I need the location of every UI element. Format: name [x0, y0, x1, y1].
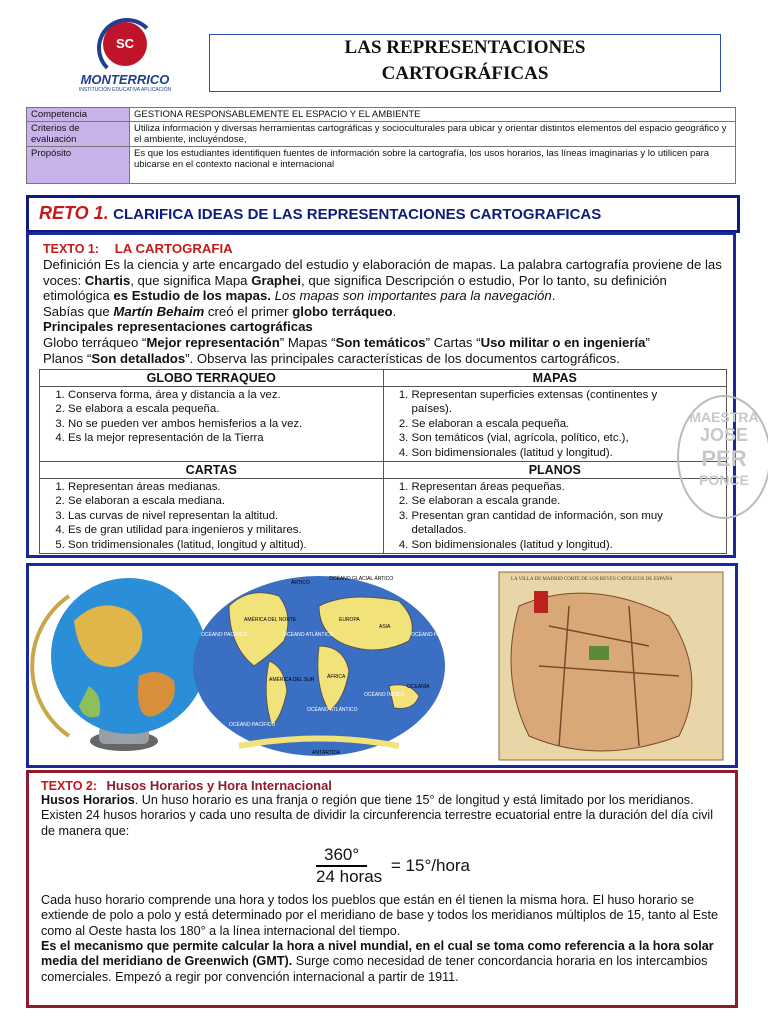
info-value: Utiliza información y diversas herramientas cartográficas y socioculturales para ubicar y orientar distintos elementos del espacio geográfico y el ambiente, incluyéndose,	[130, 122, 736, 147]
texto1-heading: LA CARTOGRAFIA	[114, 241, 233, 256]
list-item: 2. Se elabora a escala pequeña.	[68, 402, 379, 416]
formula-numerator: 360°	[316, 845, 367, 867]
logo-subtitle: INSTITUCIÓN EDUCATIVA APLICACIÓN	[78, 87, 172, 93]
comparison-table	[39, 369, 727, 554]
map-label: ASIA	[379, 624, 391, 630]
map-label: OCÉANO PACÍFICO	[411, 632, 458, 638]
map-label: EUROPA	[339, 617, 360, 623]
list-item: 3. Son temáticos (vial, agrícola, político, etc.),	[412, 431, 693, 445]
reto-label: RETO 1.	[39, 203, 109, 223]
info-row	[27, 147, 736, 184]
list-item: 2. Se elaboran a escala grande.	[412, 494, 693, 508]
info-row	[27, 108, 736, 122]
list-item: 3. No se pueden ver ambos hemisferios a la vez.	[68, 417, 379, 431]
info-value: GESTIONA RESPONSABLEMENTE EL ESPACIO Y EL AMBIENTE	[130, 108, 736, 122]
formula	[316, 845, 470, 887]
map-label: OCEANÍA	[407, 684, 430, 690]
info-row	[27, 122, 736, 147]
texto1-paragraph: Definición Es la ciencia y arte encargado del estudio y elaboración de mapas. La palabra cartografía proviene de las voces: Chartis, que significa Mapa Graphei, que significa Descripción o estudio, Por lo tanto, su definición etimológica es Estudio de los mapas. Los mapas son importantes para la navegación. Sabías que Martín Behaim creó el primer globo terráqueo. Principales representaciones cartográficas Globo terráqueo “Mejor representación” Mapas “Son temáticos” Cartas “Uso militar o en ingeniería” Planos “Son detallados”. Observa las principales características de los documentos cartográficos.	[43, 257, 722, 366]
map-label: OCÉANO PACÍFICO	[229, 722, 276, 728]
formula-result: = 15°/hora	[390, 856, 471, 875]
texto2-heading: Husos Horarios y Hora Internacional	[106, 778, 332, 793]
info-value: Es que los estudiantes identifiquen fuentes de información sobre la cartografía, los usos horarios, las líneas imaginarias y lo utilicen para ubicarse en el contexto nacional e internacional	[130, 147, 736, 184]
texto2-paragraph-1: Husos Horarios. Un huso horario es una franja o región que tiene 15° de longitud y está limitado por los meridianos. Existen 24 husos horarios y cada uno resulta de dividir la circunferencia terrestre ecuatorial entre la duración del día civil de manera que:	[41, 793, 714, 838]
texto1-box	[26, 232, 759, 558]
mapas-header: MAPAS	[383, 370, 727, 387]
list-item: 4. Son bidimensionales (latitud y longitud).	[412, 446, 693, 460]
city-map-image	[499, 572, 723, 760]
info-key: Criterios de evaluación	[27, 122, 130, 147]
list-item: 3. Presentan gran cantidad de información, son muy detallados.	[412, 509, 693, 538]
globo-cell	[40, 387, 384, 462]
list-item: 4. Son bidimensionales (latitud y longitud).	[412, 538, 693, 552]
info-table	[26, 107, 736, 184]
logo-initials: SC	[115, 36, 135, 51]
page-title	[209, 34, 721, 92]
texto1-label: TEXTO 1:	[43, 242, 100, 256]
map-label: AMÉRICA DEL SUR	[269, 677, 315, 683]
world-map-image	[193, 575, 457, 756]
formula-denominator: 24 horas	[316, 867, 383, 886]
map-label: ANTÁRTIDA	[312, 750, 341, 756]
map-label: ÁFRICA	[327, 674, 346, 680]
map-label: OCÉANO ATLÁNTICO	[283, 632, 334, 638]
texto2-label: TEXTO 2:	[41, 779, 98, 793]
info-key: Propósito	[27, 147, 130, 184]
texto2-paragraph-2: Cada huso horario comprende una hora y todos los pueblos que están en él tienen la misma hora. El huso horario se extiende de polo a polo y está determinado por el meridiano de base y todos los meridianos múltiplos de 15, tanto al Este como al Oeste hasta los 180° a la línea internacional del tiempo.	[41, 893, 718, 938]
map-label: OCÉANO ÍNDICO	[364, 692, 405, 698]
reto-header	[26, 195, 740, 233]
texto2-paragraph-3: Es el mecanismo que permite calcular la hora a nivel mundial, en el cual se toma como referencia a la hora solar media del meridiano de Greenwich (GMT). Surge como necesidad de tener concordancia horaria en los intercambios comerciales. Empezó a regir por convención internacional a partir de 1911.	[41, 939, 714, 984]
list-item: 1. Representan áreas medianas.	[68, 480, 379, 494]
list-item: 2. Se elaboran a escala pequeña.	[412, 417, 693, 431]
logo-name: MONTERRICO	[80, 72, 170, 87]
list-item: 4. Es de gran utilidad para ingenieros y militares.	[68, 523, 379, 537]
globo-header: GLOBO TERRAQUEO	[40, 370, 384, 387]
list-item: 3. Las curvas de nivel representan la altitud.	[68, 509, 379, 523]
info-key: Competencia	[27, 108, 130, 122]
list-item: 1. Representan áreas pequeñas.	[412, 480, 693, 494]
mapas-cell	[383, 387, 727, 462]
planos-cell	[383, 479, 727, 554]
school-logo	[70, 22, 180, 102]
images-strip	[26, 563, 738, 768]
map-label: ÁRTICO	[291, 580, 310, 586]
list-item: 1. Conserva forma, área y distancia a la vez.	[68, 388, 379, 402]
reto-title: CLARIFICA IDEAS DE LAS REPRESENTACIONES CARTOGRAFICAS	[113, 206, 602, 223]
map-label: OCÉANO GLACIAL ÁRTICO	[329, 576, 394, 582]
list-item: 5. Son tridimensionales (latitud, longitud y altitud).	[68, 538, 379, 552]
stamp-watermark: MAESTRA JOSE PER PONCE	[677, 395, 768, 519]
globe-image	[32, 578, 207, 751]
cartas-cell	[40, 479, 384, 554]
map-label: OCÉANO ATLÁNTICO	[307, 707, 358, 713]
list-item: 4. Es la mejor representación de la Tierra	[68, 431, 379, 445]
texto2-box	[26, 770, 738, 1008]
list-item: 1. Representan superficies extensas (continentes y países).	[412, 388, 693, 417]
city-map-title: LA VILLA DE MADRID CORTE DE LOS REYES CATOLICOS DE ESPAÑA	[511, 577, 673, 582]
list-item: 2. Se elaboran a escala mediana.	[68, 494, 379, 508]
title-line-2: CARTOGRÁFICAS	[381, 63, 549, 84]
planos-header: PLANOS	[383, 462, 727, 479]
map-label: AMÉRICA DEL NORTE	[244, 617, 297, 623]
map-label: OCÉANO PACÍFICO	[201, 632, 248, 638]
title-line-1: LAS REPRESENTACIONES	[344, 37, 586, 58]
cartas-header: CARTAS	[40, 462, 384, 479]
